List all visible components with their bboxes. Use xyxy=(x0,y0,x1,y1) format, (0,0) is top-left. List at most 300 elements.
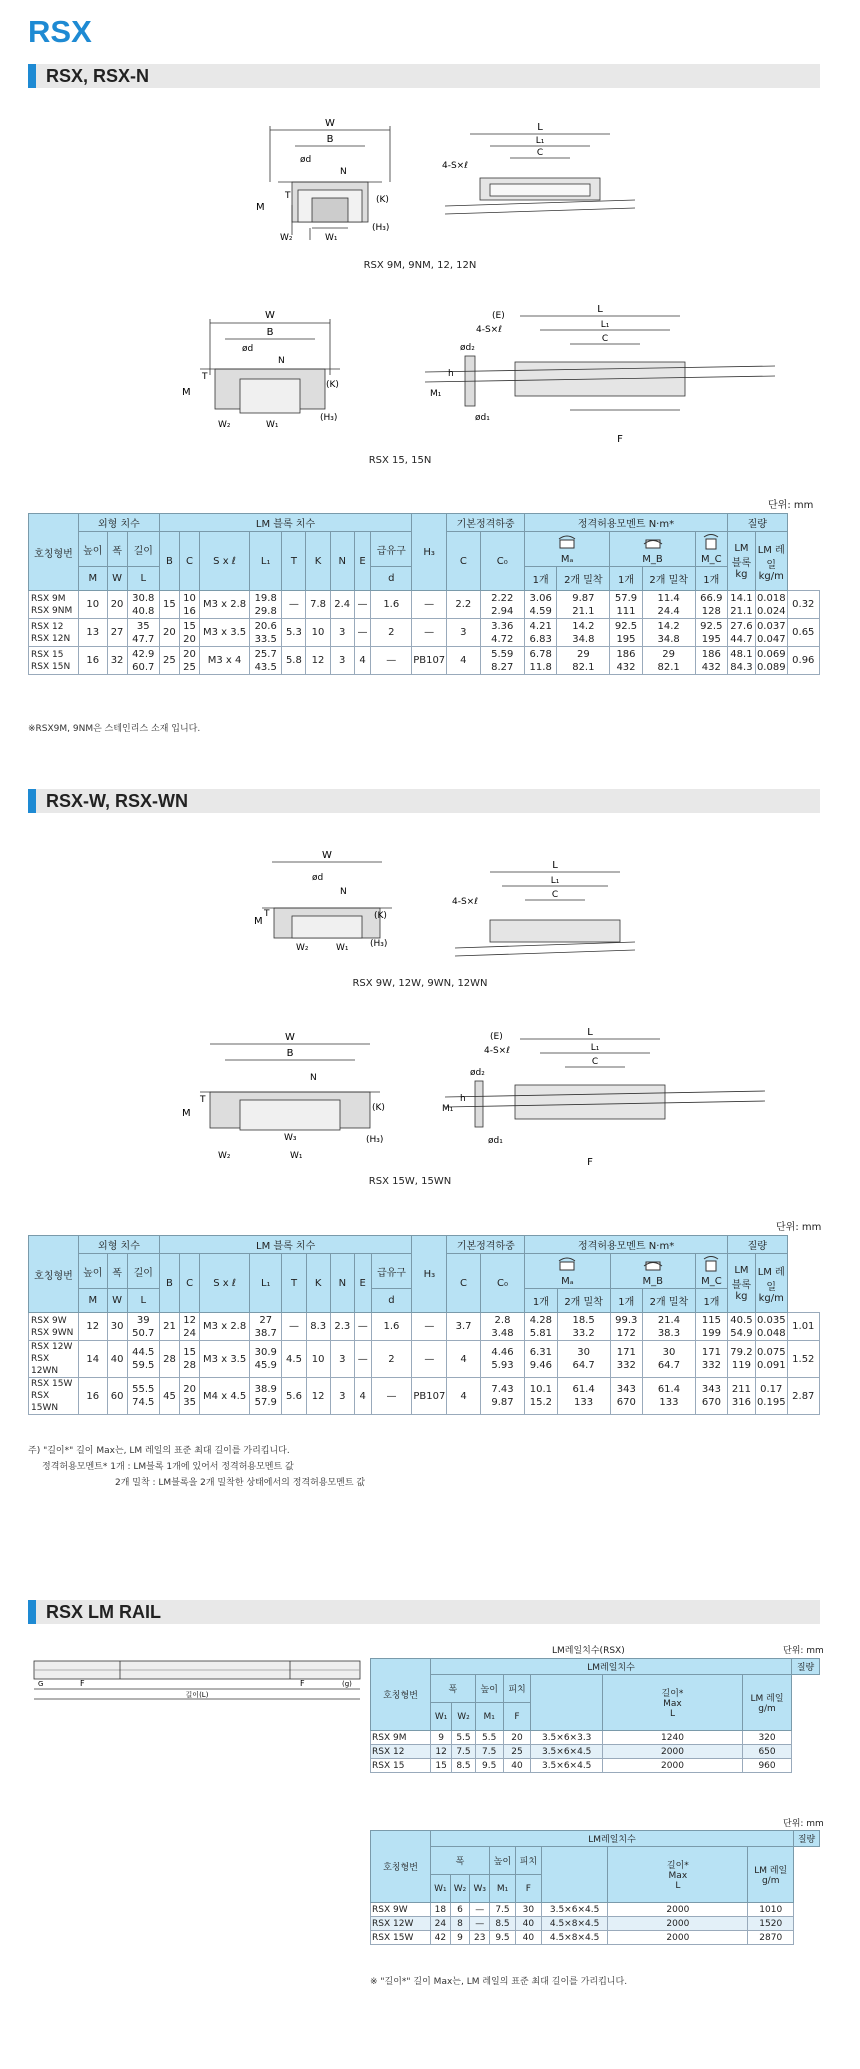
unit-label-2: 단위: mm xyxy=(776,1222,822,1233)
svg-text:W₁: W₁ xyxy=(336,943,349,953)
cell-mb2: 92.5 195 xyxy=(695,619,727,647)
cell-f: 40 xyxy=(515,1931,541,1945)
cell-w2: 8 xyxy=(450,1917,470,1931)
drawing-rail xyxy=(30,1655,365,1715)
svg-text:h: h xyxy=(460,1094,466,1104)
cell-model: RSX 12 xyxy=(371,1745,431,1759)
cell-c: 12 24 xyxy=(180,1313,200,1341)
moment-mb-icon xyxy=(642,1255,664,1273)
cell-l1: 25.7 43.5 xyxy=(250,647,282,675)
cell-n: 3 xyxy=(330,647,354,675)
svg-text:4-S×ℓ: 4-S×ℓ xyxy=(484,1046,510,1056)
cell-nipple: — xyxy=(412,1341,447,1378)
cell-m1: 5.5 xyxy=(475,1731,503,1745)
section-title-rsx-w: RSX-W, RSX-WN xyxy=(28,789,820,813)
cell-l: 55.5 74.5 xyxy=(127,1378,159,1415)
cell-l1: 27 38.7 xyxy=(250,1313,282,1341)
cell-c0: 3.06 4.59 xyxy=(525,591,557,619)
svg-text:W₃: W₃ xyxy=(284,1133,297,1143)
cell-e: — xyxy=(354,619,371,647)
cell-k: 10 xyxy=(306,619,330,647)
cell-dd: 3.5×6×4.5 xyxy=(531,1745,603,1759)
cell-e: 4 xyxy=(354,647,371,675)
cell-g: 320 xyxy=(742,1731,791,1745)
cell-t: 5.8 xyxy=(282,647,306,675)
svg-text:ød₂: ød₂ xyxy=(470,1068,485,1078)
cell-l1: 19.8 29.8 xyxy=(250,591,282,619)
cell-e: — xyxy=(354,1313,371,1341)
cell-rail: 0.96 xyxy=(787,647,819,675)
table-rsx-w: 호칭형번 외형 치수 LM 블록 치수 H₃ 기본정격하중 정격허용모멘트 N·m* 질량 높이 폭 길이 B C S x ℓ L₁ T K N E 급유구 C C₀ Mₐ M_B M_C LM 블록 kg LM 레일 kg/m M W L d 1개 2개 밀착 1개 2개 밀착 1개 RSX 9W RSX 9WN 12 30 39 50.7 21 12 24 M3 x 2.8 27 38.7 — 8.3 2.3 — 1.6 — 3.7 2.8 3.48 4.28 5.81 18.5 33.2 99.3 172 21.4 38.3 115 199 40.5 54.9 0.035 0.048 1.01 RSX 12W RSX 12WN 14 40 44.5 59.5 28 15 28 M3 x 3.5 30.9 45.9 4.5 10 3 — 2 — 4 4.46 5.93 6.31 9.46 30 64.7 171 332 30 64.7 171 332 79.2 119 0.075 0.091 1.52 RSX 15W RSX 15WN 16 60 55.5 74.5 45 20 35 M4 x 4.5 38.9 57.9 5.6 12 3 4 — PB107 4 7.43 9.87 10.1 15.2 61.4 133 343 670 61.4 133 343 670 211 316 0.17 0.195 2.87 xyxy=(28,1235,820,1415)
cell-mb2: 343 670 xyxy=(695,1378,727,1415)
svg-text:L: L xyxy=(587,1027,593,1038)
cell-m1: 7.5 xyxy=(475,1745,503,1759)
svg-text:M: M xyxy=(254,916,263,927)
cell-c: 20 35 xyxy=(180,1378,200,1415)
drawing-rsx-9m-front xyxy=(250,110,410,245)
cell-mc: 79.2 119 xyxy=(727,1341,755,1378)
dim-M: M xyxy=(182,387,191,398)
dim-K: (K) xyxy=(326,380,339,390)
cell-w1: 15 xyxy=(431,1759,452,1773)
cell-d: 1.6 xyxy=(371,1313,412,1341)
svg-text:W₂: W₂ xyxy=(218,1151,231,1161)
cell-model: RSX 9M xyxy=(371,1731,431,1745)
drawing-rsx-9m-side xyxy=(440,110,640,230)
cell-b: 45 xyxy=(159,1378,179,1415)
svg-text:W₂: W₂ xyxy=(296,943,309,953)
cell-rail: 1.52 xyxy=(787,1341,819,1378)
cell-b: 20 xyxy=(159,619,179,647)
cell-w3: 23 xyxy=(470,1931,490,1945)
svg-text:(K): (K) xyxy=(372,1103,385,1113)
cell-w2: 6 xyxy=(450,1903,470,1917)
table-rail-b: 호칭형번 LM레일치수 질량 폭 높이 피치 길이* Max L LM 레일 g/m W₁ W₂ W₃ M₁ F RSX 9W 18 6 — 7.5 30 3.5×6×4.5 2000 1010 RSX 12W 24 8 — 8.5 40 4.5×8×4.5 2000 1520 RSX 15W 42 9 23 9.5 40 4.5×8×4.5 2000 2870 xyxy=(370,1830,820,1945)
cell-m: 12 xyxy=(79,1313,108,1341)
cell-ma2: 171 332 xyxy=(610,1341,642,1378)
cell-h3: 3 xyxy=(447,619,480,647)
dim-C: C xyxy=(536,148,544,158)
cell-mc: 48.1 84.3 xyxy=(727,647,755,675)
cell-n: 3 xyxy=(330,1341,354,1378)
cell-w3: — xyxy=(470,1917,490,1931)
cell-e: — xyxy=(354,1341,371,1378)
model-cell: RSX 12W RSX 12WN xyxy=(29,1341,79,1378)
unit-label-4: 단위: mm xyxy=(783,1819,824,1829)
cell-w: 27 xyxy=(107,619,127,647)
cell-m: 13 xyxy=(79,619,108,647)
cell-l: 2000 xyxy=(608,1931,748,1945)
dim-W: W xyxy=(325,118,335,129)
cell-w: 60 xyxy=(107,1378,127,1415)
cell-w1: 12 xyxy=(431,1745,452,1759)
svg-text:F: F xyxy=(80,1679,85,1688)
cell-g: 650 xyxy=(742,1745,791,1759)
dim-W1: W₁ xyxy=(325,233,338,243)
cell-w2: 9 xyxy=(450,1931,470,1945)
svg-text:(H₃): (H₃) xyxy=(370,939,388,949)
table-row xyxy=(29,1341,820,1378)
cell-cdyn: 4.46 5.93 xyxy=(480,1341,525,1378)
dim-M: M xyxy=(256,202,265,213)
svg-text:(g): (g) xyxy=(342,1680,352,1688)
cell-d: 2 xyxy=(371,619,412,647)
cell-mb1: 29 82.1 xyxy=(642,647,695,675)
cell-t: 4.5 xyxy=(282,1341,306,1378)
table-row xyxy=(29,647,820,675)
drawing-rsx-15w-front xyxy=(180,1030,400,1165)
cell-cdyn: 3.36 4.72 xyxy=(480,619,525,647)
cell-nipple: PB107 xyxy=(412,1378,447,1415)
cell-k: 8.3 xyxy=(306,1313,330,1341)
drawing-rsx-9w-side xyxy=(450,860,640,970)
dim-S: 4-S×ℓ xyxy=(476,325,502,335)
cell-t: 5.6 xyxy=(282,1378,306,1415)
dim-T: T xyxy=(202,372,208,382)
cell-ma1: 61.4 133 xyxy=(557,1378,610,1415)
cell-s: M3 x 2.8 xyxy=(200,1313,250,1341)
hdr-outer: 외형 치수 xyxy=(79,514,160,532)
cell-s: M3 x 3.5 xyxy=(200,619,250,647)
hdr-mass: 질량 xyxy=(727,514,787,532)
cell-c0: 4.21 6.83 xyxy=(525,619,557,647)
cell-mb1: 21.4 38.3 xyxy=(642,1313,695,1341)
cell-t: — xyxy=(282,591,306,619)
cell-f: 25 xyxy=(503,1745,531,1759)
note-table1: ※RSX9M, 9NM은 스테인리스 소재 입니다. xyxy=(28,724,201,734)
cell-b: 28 xyxy=(159,1341,179,1378)
cell-l: 44.5 59.5 xyxy=(127,1341,159,1378)
cell-model: RSX 12W xyxy=(371,1917,431,1931)
cell-f: 40 xyxy=(503,1759,531,1773)
dim-K: (K) xyxy=(376,195,389,205)
cell-t: 5.3 xyxy=(282,619,306,647)
note-table2-2: 정격허용모멘트* 1개 : LM블록 1개에 있어서 정격허용모멘트 값 xyxy=(42,1462,294,1472)
dim-B: B xyxy=(266,327,274,338)
cell-blk: 0.075 0.091 xyxy=(755,1341,787,1378)
cell-m: 10 xyxy=(79,591,108,619)
hdr-H3: H₃ xyxy=(412,514,447,591)
svg-text:T: T xyxy=(264,909,270,919)
cell-mb2: 115 199 xyxy=(695,1313,727,1341)
svg-text:N: N xyxy=(310,1073,317,1083)
cell-w3: — xyxy=(470,1903,490,1917)
svg-text:L₁: L₁ xyxy=(590,1043,600,1053)
cell-l: 1240 xyxy=(602,1731,742,1745)
cell-m: 16 xyxy=(79,647,108,675)
cell-mb2: 171 332 xyxy=(695,1341,727,1378)
svg-text:ød: ød xyxy=(312,873,324,883)
cell-s: M3 x 4 xyxy=(200,647,250,675)
cell-d: — xyxy=(371,647,412,675)
cell-k: 12 xyxy=(306,1378,330,1415)
cell-l: 2000 xyxy=(608,1903,748,1917)
svg-text:C: C xyxy=(591,1057,599,1067)
dim-W: W xyxy=(265,310,275,321)
cell-cdyn: 2.22 2.94 xyxy=(480,591,525,619)
dim-T: T xyxy=(285,191,291,201)
cell-ma2: 92.5 195 xyxy=(610,619,642,647)
svg-text:(K): (K) xyxy=(374,911,387,921)
dim-h: h xyxy=(448,369,454,379)
table-row xyxy=(29,591,820,619)
cell-c: 10 16 xyxy=(179,591,199,619)
cell-l1: 38.9 57.9 xyxy=(250,1378,282,1415)
cell-mb2: 66.9 128 xyxy=(695,591,727,619)
hdr-model: 호칭형번 xyxy=(29,514,79,591)
caption-d3: RSX 9W, 12W, 9WN, 12WN xyxy=(352,978,488,989)
cell-w1: 18 xyxy=(431,1903,451,1917)
cell-f: 40 xyxy=(515,1917,541,1931)
unit-label-1: 단위: mm xyxy=(768,500,814,511)
cell-b: 25 xyxy=(159,647,179,675)
moment-mc-icon xyxy=(700,533,722,551)
svg-text:G: G xyxy=(38,1680,44,1688)
caption-d2: RSX 15, 15N xyxy=(368,455,432,466)
dim-S: 4-S×ℓ xyxy=(442,161,468,171)
cell-n: 2.3 xyxy=(330,1313,354,1341)
drawing-rsx-15-front xyxy=(180,305,370,440)
cell-c0: 6.31 9.46 xyxy=(525,1341,557,1378)
cell-blk: 0.018 0.024 xyxy=(756,592,786,617)
cell-g: 1520 xyxy=(748,1917,794,1931)
cell-mc: 40.5 54.9 xyxy=(727,1313,755,1341)
cell-nipple: PB107 xyxy=(412,647,447,675)
cell-rail: 2.87 xyxy=(787,1378,819,1415)
table-row xyxy=(371,1917,820,1931)
dim-B: B xyxy=(326,134,334,145)
table-rsx: 호칭형번 외형 치수 LM 블록 치수 H₃ 기본정격하중 정격허용모멘트 N·m* 질량 높이 폭 길이 B C S x ℓ L₁ T K N E 급유구 C C₀ Mₐ M_B M_C LM 블록 kg LM 레일 kg/m M W L d 1개 2개 밀착 1개 2개 밀착 1개 RSX 9M RSX 9NM 10 20 30.8 40.8 15 10 16 M3 x 2.8 19.8 29.8 — 7.8 2.4 — 1.6 — 2.2 2.22 2.94 3.06 4.59 9.87 21.1 57.9 111 11.4 24.4 66.9 128 14.1 21.1 0.018 0.024 0.32 RSX 12 RSX 12N 13 27 35 47.7 20 15 20 M3 x 3.5 20.6 33.5 5.3 10 3 — 2 — 3 3.36 4.72 4.21 6.83 14.2 34.8 92.5 195 14.2 34.8 92.5 195 27.6 44.7 0.037 0.047 0.65 RSX 15 RSX 15N 16 32 42.9 60.7 25 20 25 M3 x 4 25.7 43.5 5.8 12 3 4 — PB107 4 5.59 8.27 6.78 11.8 29 82.1 186 432 29 82.1 186 432 48.1 84.3 0.069 0.089 0.96 xyxy=(28,513,820,675)
cell-w1: 9 xyxy=(431,1731,452,1745)
dim-L1: L₁ xyxy=(600,320,610,330)
cell-m1: 7.5 xyxy=(490,1903,516,1917)
cell-ma2: 343 670 xyxy=(610,1378,642,1415)
cell-rail: 0.32 xyxy=(787,591,819,619)
table-row xyxy=(371,1903,820,1917)
table-row xyxy=(371,1931,820,1945)
cell-d: 1.6 xyxy=(371,591,412,619)
svg-text:T: T xyxy=(200,1095,206,1105)
cell-g: 960 xyxy=(742,1759,791,1773)
drawing-rsx-9w-front xyxy=(252,850,402,960)
table-row xyxy=(29,1378,820,1415)
cell-e: 4 xyxy=(354,1378,371,1415)
model-cell: RSX 12 RSX 12N xyxy=(29,619,79,647)
cell-l: 42.9 60.7 xyxy=(127,647,159,675)
cell-ma2: 57.9 111 xyxy=(610,591,642,619)
cell-k: 7.8 xyxy=(306,591,330,619)
cell-h3: 3.7 xyxy=(447,1313,480,1341)
cell-b: 21 xyxy=(159,1313,179,1341)
cell-c0: 10.1 15.2 xyxy=(525,1378,557,1415)
cell-m: 16 xyxy=(79,1378,108,1415)
cell-mb1: 11.4 24.4 xyxy=(642,591,695,619)
cell-dd: 4.5×8×4.5 xyxy=(541,1917,608,1931)
dim-L1: L₁ xyxy=(535,136,545,146)
cell-cdyn: 7.43 9.87 xyxy=(480,1378,525,1415)
cell-h3: 2.2 xyxy=(447,591,480,619)
cell-g: 2870 xyxy=(748,1931,794,1945)
cell-blk: 0.069 0.089 xyxy=(756,648,786,673)
cell-s: M4 x 4.5 xyxy=(200,1378,250,1415)
table-rail-a: 호칭형번 LM레일치수 질량 폭 높이 피치 길이* Max L LM 레일 g/m W₁ W₂ M₁ F RSX 9M 9 5.5 5.5 20 3.5×6×3.3 1240 320 RSX 12 12 7.5 7.5 25 3.5×6×4.5 2000 650 RSX 15 15 8.5 9.5 40 3.5×6×4.5 2000 960 xyxy=(370,1658,820,1773)
cell-mb1: 61.4 133 xyxy=(642,1378,695,1415)
dim-M1: M₁ xyxy=(430,389,442,399)
table-row xyxy=(371,1745,820,1759)
hdr-lm-block: LM 블록 치수 xyxy=(159,514,411,532)
svg-text:L₁: L₁ xyxy=(550,876,560,886)
cell-g: 1010 xyxy=(748,1903,794,1917)
cell-w: 30 xyxy=(107,1313,127,1341)
moment-ma-icon xyxy=(556,533,578,551)
cell-ma2: 99.3 172 xyxy=(610,1313,642,1341)
cell-rail: 0.65 xyxy=(787,619,819,647)
cell-m: 14 xyxy=(79,1341,108,1378)
cell-l: 2000 xyxy=(602,1759,742,1773)
unit-label-3: 단위: mm xyxy=(783,1646,824,1656)
cell-e: — xyxy=(354,591,371,619)
cell-c: 15 20 xyxy=(179,619,199,647)
dim-F: F xyxy=(617,434,623,445)
cell-l1: 20.6 33.5 xyxy=(250,619,282,647)
dim-H3: (H₃) xyxy=(372,223,390,233)
dim-W1: W₁ xyxy=(266,420,279,430)
svg-text:M₁: M₁ xyxy=(442,1104,454,1114)
dim-L: L xyxy=(537,122,543,133)
hdr-basic-load: 기본정격하중 xyxy=(447,514,525,532)
model-cell: RSX 9W RSX 9WN xyxy=(29,1313,79,1341)
cell-h3: 4 xyxy=(447,1378,480,1415)
cell-rail: 1.01 xyxy=(787,1313,819,1341)
cell-m1: 9.5 xyxy=(490,1931,516,1945)
cell-t: — xyxy=(282,1313,306,1341)
cell-w2: 5.5 xyxy=(452,1731,476,1745)
cell-mc: 27.6 44.7 xyxy=(727,619,755,647)
moment-mc-icon xyxy=(700,1255,722,1273)
cell-mb1: 14.2 34.8 xyxy=(642,619,695,647)
drawing-rsx-15w-side xyxy=(440,1025,770,1175)
moment-mb-icon xyxy=(642,533,664,551)
cell-n: 2.4 xyxy=(330,591,354,619)
table-row xyxy=(29,619,820,647)
cell-blk: 0.035 0.048 xyxy=(756,1314,786,1339)
cell-w1: 42 xyxy=(431,1931,451,1945)
svg-text:B: B xyxy=(286,1048,294,1059)
dim-E: (E) xyxy=(492,311,505,321)
cell-c: 15 28 xyxy=(180,1341,200,1378)
cell-l: 2000 xyxy=(602,1745,742,1759)
svg-text:ød₁: ød₁ xyxy=(488,1136,503,1146)
caption-d1: RSX 9M, 9NM, 12, 12N xyxy=(363,260,477,271)
cell-s: M3 x 2.8 xyxy=(200,591,250,619)
cell-l: 2000 xyxy=(608,1917,748,1931)
cell-l: 39 50.7 xyxy=(127,1313,159,1341)
cell-ma1: 9.87 21.1 xyxy=(557,591,610,619)
cell-l: 30.8 40.8 xyxy=(127,591,159,619)
cell-k: 10 xyxy=(306,1341,330,1378)
svg-text:(H₃): (H₃) xyxy=(366,1135,384,1145)
cell-ma2: 186 432 xyxy=(610,647,642,675)
cell-c0: 6.78 11.8 xyxy=(525,647,557,675)
cell-blk: 0.037 0.047 xyxy=(756,620,786,645)
cell-f: 20 xyxy=(503,1731,531,1745)
cell-h3: 4 xyxy=(447,1341,480,1378)
cell-w: 32 xyxy=(107,647,127,675)
dim-W2: W₂ xyxy=(280,233,293,243)
cell-w2: 7.5 xyxy=(452,1745,476,1759)
note-table2-3: 2개 밀착 : LM블록을 2개 밀착한 상태에서의 정격허용모멘트 값 xyxy=(115,1478,366,1488)
section-title-rail: RSX LM RAIL xyxy=(28,1600,820,1624)
cell-w2: 8.5 xyxy=(452,1759,476,1773)
cell-model: RSX 9W xyxy=(371,1903,431,1917)
dim-od2: ød₂ xyxy=(460,343,475,353)
cell-d: — xyxy=(371,1378,412,1415)
cell-n: 3 xyxy=(330,619,354,647)
cell-m1: 8.5 xyxy=(490,1917,516,1931)
cell-model: RSX 15 xyxy=(371,1759,431,1773)
svg-text:N: N xyxy=(340,887,347,897)
note-rail: ※ "길이*" 길이 Max는, LM 레일의 표준 최대 길이를 가리킵니다. xyxy=(370,1977,628,1987)
cell-nipple: — xyxy=(412,591,447,619)
moment-ma-icon xyxy=(556,1255,578,1273)
cell-dd: 4.5×8×4.5 xyxy=(541,1931,608,1945)
cell-w: 40 xyxy=(107,1341,127,1378)
cell-model: RSX 15W xyxy=(371,1931,431,1945)
cell-b: 15 xyxy=(159,591,179,619)
dim-od: ød xyxy=(242,344,254,354)
cell-n: 3 xyxy=(330,1378,354,1415)
cell-dd: 3.5×6×4.5 xyxy=(541,1903,608,1917)
cell-s: M3 x 3.5 xyxy=(200,1341,250,1378)
cell-dd: 3.5×6×3.3 xyxy=(531,1731,603,1745)
dim-H3: (H₃) xyxy=(320,413,338,423)
cell-h3: 4 xyxy=(447,647,480,675)
svg-text:F: F xyxy=(587,1157,593,1168)
dim-L: L xyxy=(597,304,603,315)
svg-text:4-S×ℓ: 4-S×ℓ xyxy=(452,897,478,907)
note-table2-1: 주) "길이*" 길이 Max는, LM 레일의 표준 최대 길이를 가리킵니다. xyxy=(28,1446,290,1456)
page-title: RSX xyxy=(28,14,92,49)
svg-text:C: C xyxy=(551,890,559,900)
cell-nipple: — xyxy=(412,619,447,647)
cell-w1: 24 xyxy=(431,1917,451,1931)
svg-text:W: W xyxy=(285,1032,295,1043)
model-cell: RSX 9M RSX 9NM xyxy=(29,591,79,619)
svg-text:M: M xyxy=(182,1108,191,1119)
cell-l: 35 47.7 xyxy=(127,619,159,647)
dim-N: N xyxy=(340,167,347,177)
caption-d4: RSX 15W, 15WN xyxy=(368,1176,452,1187)
svg-text:F: F xyxy=(300,1679,305,1688)
dim-od1: ød₁ xyxy=(475,413,490,423)
hdr-moment: 정격허용모멘트 N·m* xyxy=(525,514,728,532)
dim-W2: W₂ xyxy=(218,420,231,430)
model-cell: RSX 15 RSX 15N xyxy=(29,647,79,675)
cell-d: 2 xyxy=(371,1341,412,1378)
cell-dd: 3.5×6×4.5 xyxy=(531,1759,603,1773)
cell-cdyn: 5.59 8.27 xyxy=(480,647,525,675)
cell-c: 20 25 xyxy=(179,647,199,675)
table-row xyxy=(371,1731,820,1745)
cell-ma1: 30 64.7 xyxy=(557,1341,610,1378)
table-row xyxy=(29,1313,820,1341)
cell-m1: 9.5 xyxy=(475,1759,503,1773)
cell-mc: 211 316 xyxy=(727,1378,755,1415)
svg-text:W₁: W₁ xyxy=(290,1151,303,1161)
dim-N: N xyxy=(278,356,285,366)
table-row xyxy=(371,1759,820,1773)
model-cell: RSX 15W RSX 15WN xyxy=(29,1378,79,1415)
